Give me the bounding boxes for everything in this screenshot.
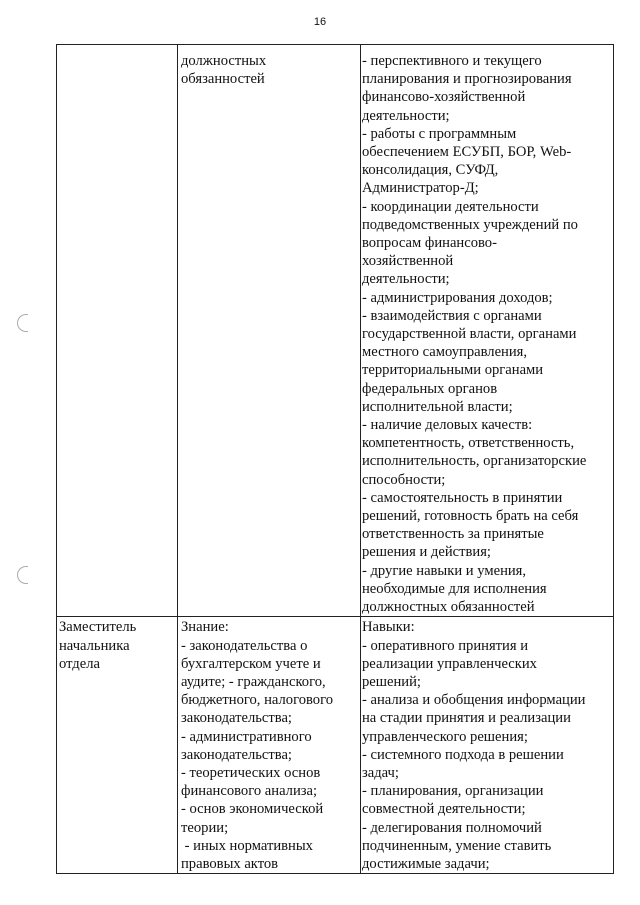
skills-cell: [361, 617, 614, 874]
text-line: управленческого решения;: [362, 728, 528, 745]
text-line: финансово-хозяйственной: [362, 89, 526, 106]
text-line: Заместитель: [59, 619, 137, 636]
table-row: [57, 617, 614, 874]
text-line: - основ экономической: [181, 801, 324, 818]
text-line: компетентность, ответственность,: [362, 435, 575, 452]
position-cell: [57, 45, 178, 617]
text-line: задач;: [362, 764, 399, 781]
knowledge-text: [178, 617, 360, 873]
text-line: теории;: [181, 819, 229, 836]
text-line: решений, готовность брать на себя: [362, 508, 579, 525]
text-line: деятельности;: [362, 271, 450, 288]
text-line: - взаимодействия с органами: [362, 307, 542, 324]
text-line: начальника: [59, 637, 130, 654]
text-line: аудите; - гражданского,: [181, 673, 326, 690]
skills-text: [361, 45, 613, 616]
text-line: исполнительность, организаторские: [362, 453, 587, 470]
text-line: - теоретических основ: [181, 764, 321, 781]
text-line: обеспечением ЕСУБП, БОР, Web-: [362, 144, 572, 161]
knowledge-cell: [178, 617, 361, 874]
text-line: Навыки:: [362, 619, 415, 636]
text-line: необходимые для исполнения: [362, 580, 547, 597]
position-text: [57, 617, 177, 673]
knowledge-text: [178, 45, 360, 88]
text-line: реализации управленческих: [362, 655, 537, 672]
text-line: на стадии принятия и реализации: [362, 710, 571, 727]
table-row: [57, 45, 614, 617]
text-line: Администратор-Д;: [362, 180, 479, 197]
text-line: - координации деятельности: [362, 198, 539, 215]
text-line: законодательства;: [181, 746, 292, 763]
text-line: должностных обязанностей: [362, 599, 535, 616]
text-line: правовых актов: [181, 855, 279, 872]
text-line: - оперативного принятия и: [362, 637, 529, 654]
binding-hole-mark: [17, 314, 28, 332]
text-line: ответственность за принятые: [362, 526, 544, 543]
text-line: совместной деятельности;: [362, 801, 526, 818]
text-line: финансового анализа;: [181, 783, 318, 800]
text-line: хозяйственной: [362, 253, 454, 270]
text-line: территориальными органами: [362, 362, 544, 379]
text-line: отдела: [59, 655, 100, 672]
text-line: - другие навыки и умения,: [362, 562, 527, 579]
text-line: обязанностей: [181, 71, 265, 88]
text-line: бюджетного, налогового: [181, 692, 334, 709]
qualification-requirements-table: [56, 44, 614, 874]
skills-cell: [361, 45, 614, 617]
text-line: государственной власти, органами: [362, 326, 577, 343]
text-line: - системного подхода в решении: [362, 746, 564, 763]
page-number: 16: [313, 16, 327, 28]
text-line: - иных нормативных: [181, 837, 313, 854]
knowledge-cell: [178, 45, 361, 617]
binding-hole-mark: [17, 566, 28, 584]
text-line: Знание:: [181, 619, 229, 636]
text-line: - планирования, организации: [362, 783, 544, 800]
text-line: должностных: [181, 53, 267, 69]
text-line: бухгалтерском учете и: [181, 655, 321, 672]
text-line: - самостоятельность в принятии: [362, 489, 563, 506]
text-line: вопросам финансово-: [362, 235, 497, 252]
text-line: - делегирования полномочий: [362, 819, 542, 836]
text-line: исполнительной власти;: [362, 398, 513, 415]
text-line: - работы с программным: [362, 125, 517, 142]
text-line: консолидация, СУФД,: [362, 162, 499, 179]
position-text: [57, 45, 177, 52]
position-cell: [57, 617, 178, 874]
text-line: федеральных органов: [362, 380, 498, 397]
skills-text: [361, 617, 613, 873]
text-line: - административного: [181, 728, 312, 745]
text-line: местного самоуправления,: [362, 344, 528, 361]
text-line: законодательства;: [181, 710, 292, 727]
text-line: подчиненным, умение ставить: [362, 837, 552, 854]
text-line: решений;: [362, 673, 421, 690]
text-line: деятельности;: [362, 107, 450, 124]
text-line: - наличие деловых качеств:: [362, 417, 533, 434]
text-line: - анализа и обобщения информации: [362, 692, 586, 709]
text-line: решения и действия;: [362, 544, 491, 561]
text-line: подведомственных учреждений по: [362, 216, 578, 233]
text-line: достижимые задачи;: [362, 855, 490, 872]
text-line: - законодательства о: [181, 637, 308, 654]
text-line: планирования и прогнозирования: [362, 71, 572, 88]
text-line: - перспективного и текущего: [362, 53, 542, 69]
text-line: способности;: [362, 471, 446, 488]
text-line: - администрирования доходов;: [362, 289, 553, 306]
